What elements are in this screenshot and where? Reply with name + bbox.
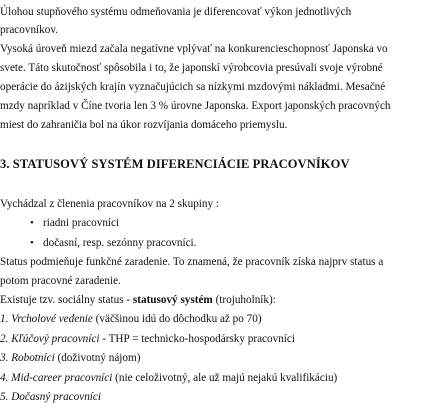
paragraph-line: mzdy napríklad v Číne tvoria len 3 % úrovne Japonska. Export japonských pracovných [0, 100, 391, 112]
paragraph-line: Vysoká úroveň miezd začala negatívne vplývať na konkurencieschopnosť Japonska vo [0, 43, 388, 55]
paragraph-line: operácie do ázijských krajín vyznačujúcich sa nízkymi mzdovými nákladmi. Mesačné [0, 81, 386, 93]
list-term: 3. Robotníci [0, 352, 55, 364]
section-heading: 3. STATUSOVÝ SYSTÉM DIFERENCIÁCIE PRACOVNÍKOV [0, 157, 350, 171]
paragraph-line [0, 293, 276, 307]
list-term: 4. Mid-career pracovníci [0, 372, 113, 384]
list-desc: (nie celoživotný, ale už majú nejakú kvalifikáciu) [112, 372, 338, 384]
paragraph-line: Status podmieňuje funkčné zaradenie. To znamená, že pracovník získa najprv status a [0, 256, 384, 268]
list-desc: - THP = technicko-hospodársky pracovníci [99, 333, 295, 345]
bullet-item: dočasní, resp. sezónny pracovníci. [43, 237, 197, 249]
bullet-icon: • [30, 237, 34, 249]
bold-term: statusový systém [132, 294, 213, 306]
list-desc: (doživotný nájom) [54, 352, 141, 364]
list-term: 5. Dočasný pracovníci [0, 391, 101, 403]
paragraph-line: svete. Táto skutočnosť spôsobila i to, že japonskí výrobcovia presúvali svoje výrobné [0, 62, 383, 74]
list-item [0, 312, 262, 326]
text-run: Existuje tzv. sociálny status - [0, 294, 133, 306]
paragraph-line: miest do zahraničia bol na úkor rozvíjania domáceho priemyslu. [0, 119, 288, 131]
bullet-item: riadni pracovníci [43, 217, 120, 229]
list-term: 2. Kľúčový pracovníci [0, 333, 100, 345]
paragraph-line: Vychádzal z členenia pracovníkov na 2 skupiny : [0, 198, 220, 210]
bullet-icon: • [30, 217, 34, 229]
list-item [0, 351, 140, 365]
list-desc: (väčšinou idú do dôchodku až po 70) [92, 313, 262, 325]
paragraph-line: Úlohou stupňového systému odmeňovania je diferencovať výkon jednotlivých [0, 6, 352, 18]
text-run: (trojuholník): [212, 294, 276, 306]
list-item [0, 371, 337, 385]
paragraph-line: potom pracovné zaradenie. [0, 275, 121, 287]
list-item [0, 390, 101, 404]
paragraph-line: pracovníkov. [0, 24, 58, 36]
list-item [0, 332, 295, 346]
list-term: 1. Vrcholové vedenie [0, 313, 93, 325]
